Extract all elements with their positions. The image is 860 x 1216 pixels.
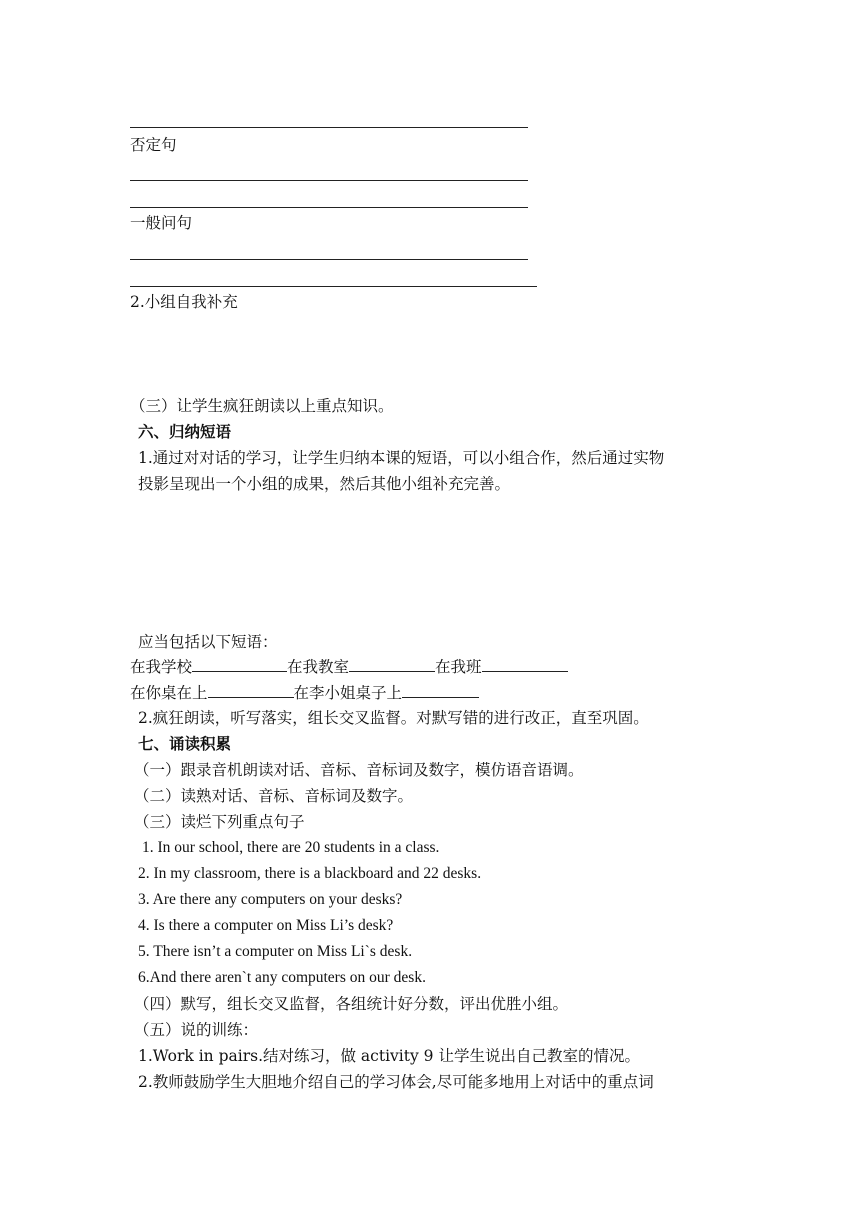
section-6-paragraph-line-2: 投影呈现出一个小组的成果，然后其他小组补充完善。 [138,475,511,493]
reading-step-3: （三）让学生疯狂朗读以上重点知识。 [130,397,394,415]
answer-line [130,286,537,287]
section-7-item-3: （三）读烂下列重点句子 [134,813,305,831]
phrase-my-classroom: 在我教室 [287,658,350,676]
phrase-blank [349,656,435,672]
negative-sentence-label: 否定句 [130,136,177,154]
phrase-blank [402,682,479,698]
section-6-paragraph-line-1: 1.通过对对话的学习，让学生归纳本课的短语，可以小组合作，然后通过实物 [138,449,665,467]
speaking-training-1: 1.Work in pairs.结对练习，做 activity 9 让学生说出自己教室的情况。 [138,1047,640,1065]
answer-line [130,180,528,181]
section-7-item-5: （五）说的训练： [134,1021,259,1039]
phrase-miss-li-desk: 在李小姐桌子上 [293,684,403,702]
key-sentence-2: 2. In my classroom, there is a blackboard and 22 desks. [138,865,482,882]
should-include-label: 应当包括以下短语： [138,633,278,651]
key-sentence-5: 5. There isn’t a computer on Miss Li`s desk. [138,943,413,960]
section-7-heading: 七、诵读积累 [138,734,232,753]
phrase-blank [208,682,294,698]
key-sentence-3: 3. Are there any computers on your desks? [138,891,403,908]
section-6-step-2: 2.疯狂朗读，听写落实，组长交叉监督。对默写错的进行改正，直至巩固。 [138,709,649,727]
section-7-item-4: （四）默写，组长交叉监督，各组统计好分数，评出优胜小组。 [134,995,569,1013]
key-sentence-1: 1. In our school, there are 20 students in a class. [142,839,440,856]
group-supplement: 2.小组自我补充 [130,293,238,311]
section-6-heading: 六、归纳短语 [138,422,232,441]
answer-line [130,259,528,260]
key-sentence-6: 6.And there aren`t any computers on our desk. [138,969,426,986]
phrase-blank [192,656,287,672]
speaking-training-2: 2.教师鼓励学生大胆地介绍自己的学习体会,尽可能多地用上对话中的重点词 [138,1073,654,1091]
section-7-item-2: （二）读熟对话、音标、音标词及数字。 [134,787,414,805]
question-sentence-label: 一般问句 [130,214,193,232]
section-7-item-1: （一）跟录音机朗读对话、音标、音标词及数字，模仿语音语调。 [134,761,584,779]
answer-line [130,127,528,128]
phrase-my-class: 在我班 [435,658,482,676]
phrase-your-desk: 在你桌在上 [130,684,208,702]
phrase-row-1 [130,656,568,677]
answer-line [130,207,528,208]
phrase-blank [482,656,568,672]
phrase-row-2 [130,682,479,703]
key-sentence-4: 4. Is there a computer on Miss Li’s desk? [138,917,394,934]
phrase-my-school: 在我学校 [130,658,193,676]
